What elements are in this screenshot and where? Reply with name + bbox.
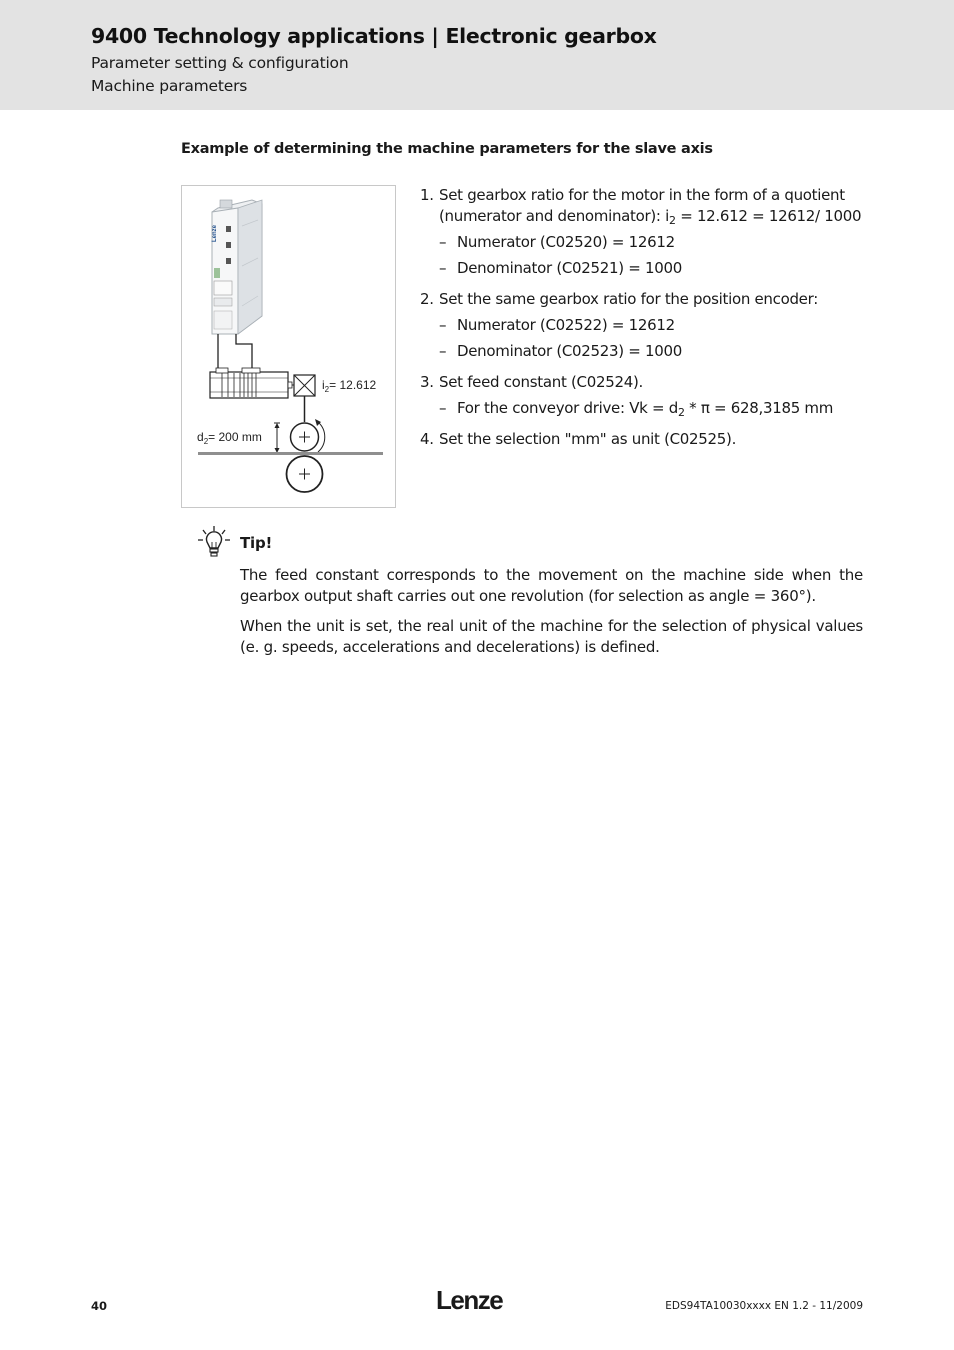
svg-text:Lenze: Lenze xyxy=(212,224,218,242)
drive-train-illustration xyxy=(182,186,397,509)
motor-icon xyxy=(210,368,294,398)
step-number: 4. xyxy=(420,430,434,448)
step-number: 2. xyxy=(420,290,434,308)
sub-item: – Denominator (C02523) = 1000 xyxy=(439,342,683,360)
step-2 xyxy=(420,289,865,367)
drive-roller-icon xyxy=(291,419,325,452)
lightbulb-icon xyxy=(197,525,231,559)
document-title: 9400 Technology applications | Electronic gearbox xyxy=(91,24,657,48)
conveyor-belt xyxy=(198,452,383,455)
section-heading: Example of determining the machine parameters for the slave axis xyxy=(181,141,713,157)
instruction-steps xyxy=(420,185,865,460)
step-text: Set feed constant (C02524). xyxy=(439,373,643,391)
chapter-subtitle: Parameter setting & configuration xyxy=(91,54,349,72)
document-code: EDS94TA10030xxxx EN 1.2 - 11/2009 xyxy=(665,1300,863,1312)
step-text: Set gearbox ratio for the motor in the form of a quotient (numerator and denominator): $i_2 = 12.612 = 12612/$ 1000 xyxy=(439,186,862,227)
step-number: 1. xyxy=(420,186,434,204)
step-number: 3. xyxy=(420,373,434,391)
slave-axis-diagram xyxy=(181,185,396,508)
gearbox-icon xyxy=(294,375,315,396)
sub-item: – Numerator (C02520) = 12612 xyxy=(439,233,675,251)
page-number: 40 xyxy=(91,1299,108,1313)
step-text: Set the same gearbox ratio for the position encoder: xyxy=(439,290,818,308)
sub-item: – For the conveyor drive: $Vk = d_2 * \pi = 628,3185$ mm xyxy=(439,399,834,419)
step-text: Set the selection "mm" as unit (C02525). xyxy=(439,430,737,448)
tip-paragraph: The feed constant corresponds to the movement on the machine side when the gearbox output shaft carries out one revolution (for selection as angle = 360°). xyxy=(240,566,863,605)
step-3 xyxy=(420,372,865,424)
idler-roller-icon xyxy=(287,456,323,492)
lenze-logo xyxy=(436,1286,518,1318)
sub-item: – Numerator (C02522) = 12612 xyxy=(439,316,675,334)
sub-item: – Denominator (C02521) = 1000 xyxy=(439,259,683,277)
svg-text:Lenze: Lenze xyxy=(436,1286,503,1314)
step-1 xyxy=(420,185,865,284)
svg-text:i2= 12.612: $i_2= 12.612$ xyxy=(322,378,377,394)
section-subtitle: Machine parameters xyxy=(91,77,248,95)
step-4 xyxy=(420,429,865,455)
svg-text:d2= 200 mm: $d_2= 200$ mm xyxy=(197,430,262,446)
servo-drive-icon xyxy=(212,200,262,334)
tip-title: Tip! xyxy=(240,534,273,552)
tip-paragraph: When the unit is set, the real unit of the machine for the selection of physical values (e. g. speeds, accelerations and decelerations) is defined. xyxy=(240,617,863,656)
